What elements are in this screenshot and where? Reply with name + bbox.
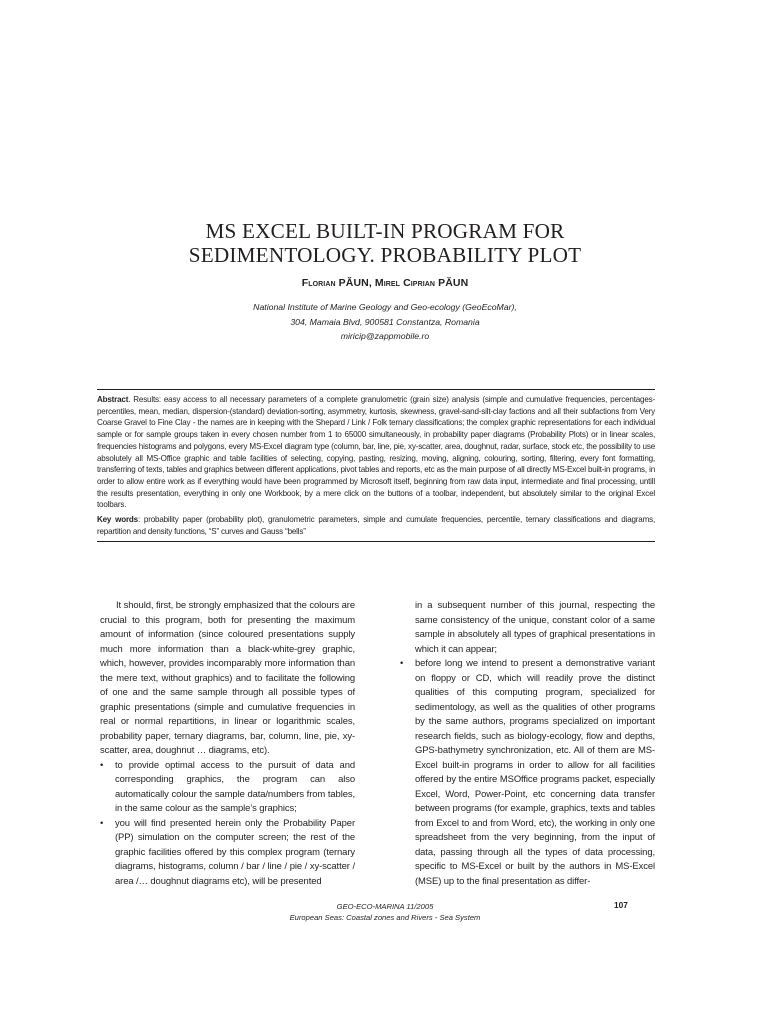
keywords-label: Key words (97, 515, 138, 525)
bullet-icon: • (100, 817, 104, 829)
bullet-continuation: in a subsequent number of this journal, respecting the same consistency of the unique, constant color of a same sample in absolutely all types of graphical presentations in which it can appear; (415, 600, 655, 655)
affiliation-line-2: 304, Mamaia Blvd, 900581 Constantza, Romania (290, 316, 480, 327)
bullet-text: you will find presented herein only the Probability Paper (PP) simulation on the computer screen; the rest of the graphic facilities offered by this complex program (ternary diagrams, histograms, column / bar / line / pie / xy-scatter / area /… doughnut diagrams etc), will be presented (115, 817, 355, 887)
journal-subtitle: European Seas: Coastal zones and Rivers - Sea System (289, 913, 481, 922)
left-column (100, 599, 355, 889)
bullet-item-probability-paper (100, 817, 355, 890)
bullet-icon: • (100, 759, 104, 771)
title-line-1: MS EXCEL BUILT-IN PROGRAM FOR (205, 219, 565, 243)
bullet-text: before long we intend to present a demonstrative variant on floppy or CD, which will readily prove the distinct qualities of this computing program, specialized for sedimentology, as well as the qualities of other programs by the same authors, programs specialized on important research fields, such as biology-ecology, flow and depths, GPS-bathymetry synchronization, etc. All of them are MS-Excel built-in programs in order to allow for all facilities offered by the entire MSOffice programs packet, especially Excel, Word, Power-Point, etc concerning data transfer between programs (for example, graphics, texts and tables from Excel to and from Word, etc), the working in only one spreadsheet from the very beginning, from the input of data, passing through all the types of data processing, specific to MS-Excel or built by the authors in MS-Excel (MSE) up to the final presentation as differ- (415, 658, 655, 887)
abstract-text: . Results: easy access to all necessary parameters of a complete granulometric (grain size) analysis (simple and cumulative frequencies, percentages-percentiles, mean, median, dispersion-(standard) deviation-sorting, asymmetry, kurtosis, skewness, gravel-sand-silt-clay factions and all their subfactions from Very Coarse Gravel to Fine Clay - the names are in keeping with the Shepard / Link / Folk ternary classifications; the complex graphic representations for each individual sample or for sample groups taken in every chosen number from 1 to 65000 simultaneously, in probability paper diagrams (Probability Plots) or in linear scales, frequencies histograms and polygons, every MS-Excel diagram type (column, bar, line, pie, xy-scatter, area, doughnut, radar, surface, stock etc, the possibility to use absolutely all MS-Office graphic and table facilities of selecting, copying, pasting, resizing, moving, aligning, colouring, sorting, filtering, every font formatting, transferring of texts, tables and graphics between different applications, pivot tables and reports, etc as the main purpose of all directly MS-Excel built-in programs, in order to allow entire work as if everything would have been programmed by Microsoft itself, beginning from raw data input, intermediate and final processing, untill the results presentation, everything in only one Workbook, by a mere click on the buttons of a toolbar, independent, but absolutely similar to the original Excel toolbars. (97, 395, 655, 510)
paper-title (0, 219, 770, 267)
page-number: 107 (614, 900, 628, 910)
affiliation-line-1: National Institute of Marine Geology and Geo-ecology (GeoEcoMar), (253, 302, 517, 312)
journal-name: GEO-ECO-MARINA 11/2005 (336, 902, 434, 911)
bullet-item-colour-data (100, 759, 355, 817)
authors: Florian PĂUN, Mirel Ciprian PĂUN (301, 277, 469, 289)
abstract-label: Abstract (97, 395, 129, 404)
author-email: miricip@zappmobile.ro (340, 331, 430, 341)
keywords-text: : probability paper (probability plot), granulometric parameters, simple and cumulate frequencies, percentile, ternary classifications and diagrams, repartition and density functions, “S” curves and Gauss “bells” (97, 515, 656, 536)
right-column (400, 599, 655, 889)
affiliation (0, 300, 770, 344)
intro-paragraph: It should, first, be strongly emphasized that the colours are crucial to this program, both for presenting the maximum amount of information (since coloured presentations supply much more information than a black-white-grey graphic, which, however, provides incomparably more information than the mere text, without graphics) and to facilitate the following of one and the same sample through all possible types of graphic presentations (simple and cumulative frequencies in real or normal repartitions, in linear or logarithmic scales, probability paper, ternary diagrams, bar, column, line, pie, xy-scatter, area, doughnut … diagrams, etc). (100, 600, 355, 756)
title-block (0, 219, 770, 344)
page-footer (0, 901, 770, 923)
bullet-icon: • (400, 658, 404, 669)
title-line-2: SEDIMENTOLOGY. PROBABILITY PLOT (188, 243, 582, 267)
bullet-text: to provide optimal access to the pursuit of data and corresponding graphics, the program can also automatically colour the sample data/numbers from tables, in the same colour as the sample’s graphics; (115, 759, 355, 814)
abstract-paragraph (97, 394, 655, 511)
bullet-item-demonstrative-variant (400, 657, 655, 889)
abstract-box (97, 389, 655, 542)
keywords-paragraph (97, 514, 655, 537)
